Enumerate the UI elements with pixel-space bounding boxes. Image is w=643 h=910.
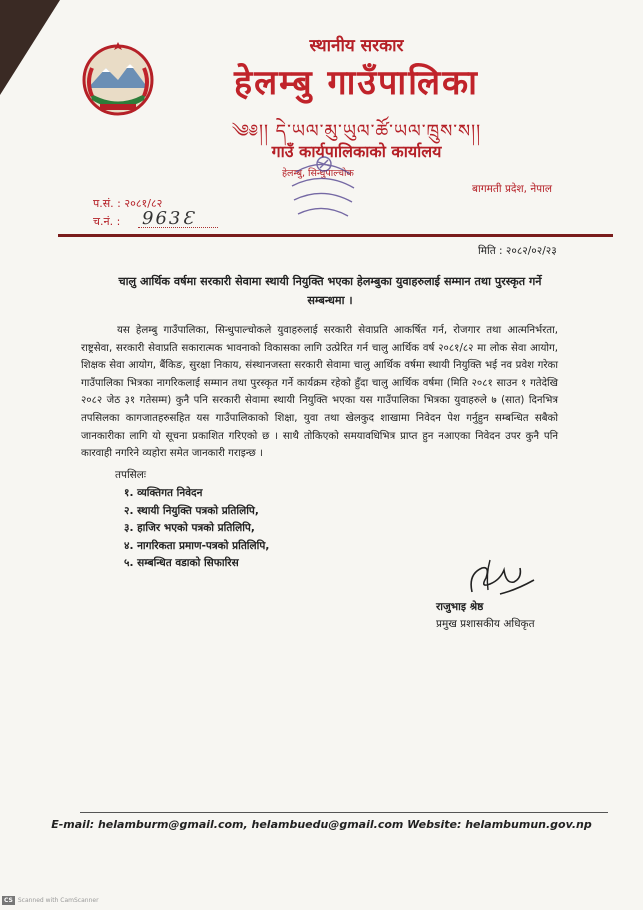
list-item: १. व्यक्तिगत निवेदन <box>124 487 203 499</box>
scanner-text: Scanned with CamScanner <box>17 897 99 904</box>
list-item: ४. नागरिकता प्रमाण-पत्रको प्रतिलिपि, <box>124 539 270 552</box>
office-place: हेलम्बु, सिन्धुपाल्चोक <box>282 168 354 179</box>
municipality-name: हेलम्बु गाउँपालिका <box>234 63 479 103</box>
footer-contact: E-mail: helamburm@gmail.com, helambuedu@gmail.com Website: helambumun.gov.np <box>51 818 592 831</box>
dispatch-number-label: च.नं. : <box>93 215 121 228</box>
handwritten-signature <box>460 554 540 604</box>
dispatch-underline <box>138 227 218 228</box>
list-item: ३. हाजिर भएको पत्रको प्रतिलिपि, <box>124 522 255 535</box>
letter-date: मिति : २०८२/०२/२३ <box>478 245 557 257</box>
header-divider <box>58 234 613 237</box>
office-name: गाउँ कार्यपालिकाको कार्यालय <box>271 142 442 161</box>
list-item: ५. सम्बन्धित वडाको सिफारिस <box>124 557 239 570</box>
attachments-list <box>124 485 269 573</box>
scanner-watermark <box>2 896 99 905</box>
attachments-heading: तपसिलः <box>115 469 147 481</box>
letter-body: यस हेलम्बु गाउँपालिका, सिन्धुपाल्चोकले युवाहरुलाई सरकारी सेवाप्रति आकर्षित गर्न, रोजगार तथा आत्मनिर्भरता, राष्ट्रसेवा, सरकारी सेवाप्रति सकारात्मक भावनाको विकासका लागि उत्प्रेरित गर्न चालु आर्थिक वर्ष २०८१/८२ मा लोक सेवा आयोग, शिक्षक सेवा आयोग, बैंकिङ, सुरक्षा निकाय, संस्थानजस्ता सरकारी सेवामा चालु आर्थिक वर्षमा स्थायी नियुक्ति भई नव प्रवेश गरेका गाउँपालिका भित्रका नागरिकलाई सम्मान तथा पुरस्कृत गर्ने कार्यक्रम रहेको हुँदा चालु आर्थिक वर्षमा (मिति २०८१ साउन १ गतेदेखि २०८२ जेठ ३१ गतेसम्म) कुनै पनि सरकारी सेवामा स्थायी नियुक्ति भएका यस गाउँपालिका भित्रका युवाहरुले ७ (सात) दिनभित्र तपसिलका कागजातहरुसहित यस गाउँपालिकाको शिक्षा, युवा तथा खेलकुद शाखामा निवेदन पेश गर्नुहुन सम्बन्धित सबैको जानकारीका लागि यो सूचना प्रकाशित गरिएको छ । साथै तोकिएको समयावधिभित्र प्राप्त हुन नआएका निवेदन उपर कुनै पनि कारवाही नगरिने व्यहोरा समेत जानकारी गराइन्छ । <box>81 325 558 460</box>
footer-divider <box>80 812 608 813</box>
office-stamp-icon <box>278 152 368 232</box>
reference-number: प.सं. : २०८१/८२ <box>93 197 163 210</box>
government-label: स्थानीय सरकार <box>309 36 404 56</box>
province-label: बागमती प्रदेश, नेपाल <box>472 183 552 195</box>
scanner-badge: CS <box>4 897 13 904</box>
signatory-name: राजुभाइ श्रेष्ठ <box>436 601 484 613</box>
letter-subject: चालु आर्थिक वर्षमा सरकारी सेवामा स्थायी नियुक्ति भएका हेलम्बुका युवाहरुलाई सम्मान तथा पुरस्कृत गर्ने सम्बन्धमा । <box>118 275 542 307</box>
signatory-title: प्रमुख प्रशासकीय अधिकृत <box>436 618 535 630</box>
dispatch-number-handwritten: 963Ɛ <box>142 208 196 229</box>
tibetan-name: ༄༅།། དེ་ཡལ་མུ་ཡུལ་ཚོ་ཡལ་ཁྲུས་ས།། <box>231 121 482 142</box>
list-item: २. स्थायी नियुक्ति पत्रको प्रतिलिपि, <box>124 504 259 517</box>
